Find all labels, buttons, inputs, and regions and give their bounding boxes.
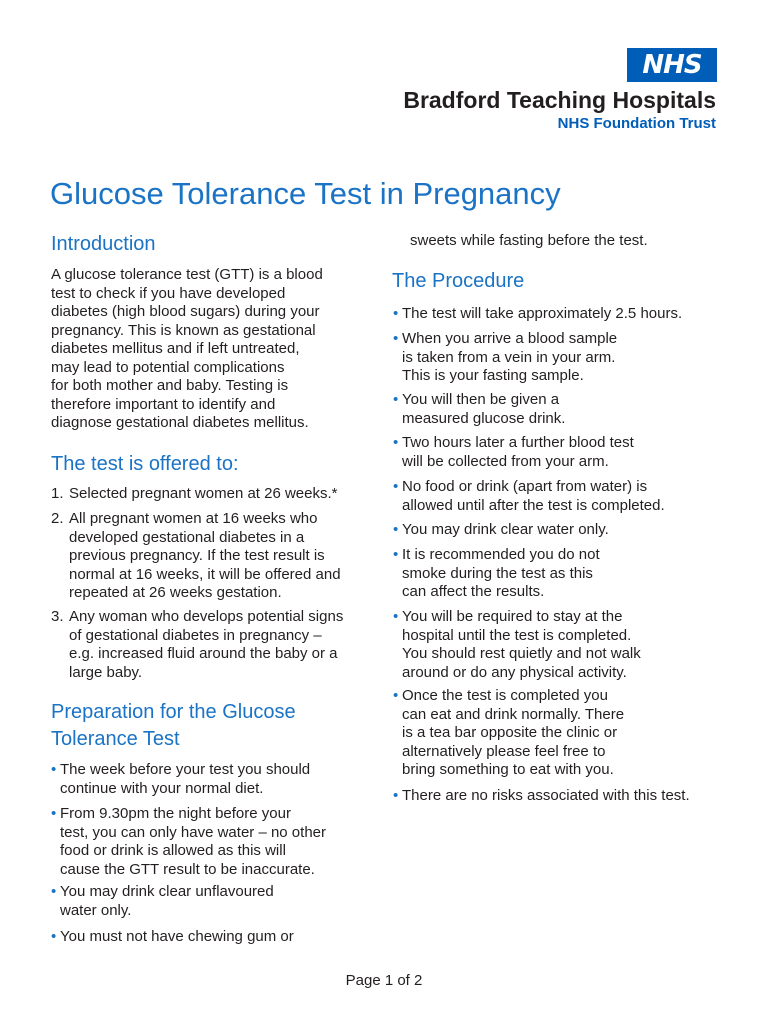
preparation-heading-line2: Tolerance Test	[51, 728, 180, 750]
list-item-text: No food or drink (apart from water) is allowed until after the test is completed.	[402, 478, 665, 514]
list-item-text: From 9.30pm the night before your test, you can only have water – no other food or drink is allowed as this will cause the GTT result to be inaccurate.	[60, 805, 326, 878]
procedure-heading: The Procedure	[392, 270, 525, 292]
bullet: •	[393, 391, 399, 408]
list-item-text: Any woman who develops potential signs of gestational diabetes in pregnancy – e.g. increased fluid around the baby or a large baby.	[69, 608, 344, 681]
bullet: •	[51, 928, 57, 945]
bullet: •	[393, 608, 399, 625]
list-item-text: You may drink clear water only.	[402, 521, 609, 538]
bullet: •	[393, 330, 399, 347]
list-item-text: Two hours later a further blood test will be collected from your arm.	[402, 434, 634, 470]
list-number: 2.	[51, 510, 64, 527]
list-item-text: It is recommended you do not smoke during the test as this can affect the results.	[402, 546, 600, 600]
bullet: •	[393, 787, 399, 804]
introduction-text: A glucose tolerance test (GTT) is a blood test to check if you have developed diabetes (high blood sugars) during your pregnancy. This is known as gestational diabetes mellitus and if left untreated, may lead to potential complications for both mother and baby. Testing is therefore important to identify and diagnose gestational diabetes mellitus.	[51, 266, 323, 431]
list-item-text: There are no risks associated with this test.	[402, 787, 690, 804]
bullet: •	[51, 805, 57, 822]
list-item-text: Selected pregnant women at 26 weeks.*	[69, 485, 338, 502]
list-item-text: The week before your test you should continue with your normal diet.	[60, 761, 311, 797]
bullet: •	[393, 546, 399, 563]
bullet: •	[51, 761, 57, 778]
list-item-text: You may drink clear unflavoured water only.	[60, 883, 274, 919]
offered-heading: The test is offered to:	[51, 453, 239, 475]
bullet: •	[393, 521, 399, 538]
bullet: •	[393, 305, 399, 322]
bullet: •	[393, 434, 399, 451]
list-item-text: All pregnant women at 16 weeks who developed gestational diabetes in a previous pregnancy. If the test result is normal at 16 weeks, it will be offered and repeated at 26 weeks gestation.	[69, 510, 341, 601]
bullet: •	[393, 687, 399, 704]
nhs-logo: NHS	[627, 48, 717, 82]
list-item-text: The test will take approximately 2.5 hours.	[402, 305, 683, 322]
bullet: •	[393, 478, 399, 495]
list-item-text: You will be required to stay at the hospital until the test is completed. You should rest quietly and not walk around or do any physical activity.	[402, 608, 641, 681]
page-number: Page 1 of 2	[345, 972, 423, 989]
list-number: 3.	[51, 608, 64, 625]
page-title: Glucose Tolerance Test in Pregnancy	[50, 176, 561, 211]
preparation-heading	[51, 699, 296, 753]
list-item-text: You will then be given a measured glucose drink.	[402, 391, 566, 427]
list-item-text: You must not have chewing gum or	[60, 928, 294, 945]
bullet: •	[51, 883, 57, 900]
trust-name: Bradford Teaching Hospitals	[403, 87, 716, 113]
list-number: 1.	[51, 485, 64, 502]
preparation-heading-line1: Preparation for the Glucose	[51, 701, 296, 723]
list-item-text: When you arrive a blood sample is taken from a vein in your arm. This is your fasting sample.	[402, 330, 618, 384]
introduction-heading: Introduction	[51, 233, 156, 255]
list-item-text: Once the test is completed you can eat and drink normally. There is a tea bar opposite the clinic or alternatively please feel free to bring something to eat with you.	[402, 687, 625, 778]
preparation-continuation: sweets while fasting before the test.	[410, 232, 648, 249]
trust-subtitle: NHS Foundation Trust	[557, 115, 716, 132]
